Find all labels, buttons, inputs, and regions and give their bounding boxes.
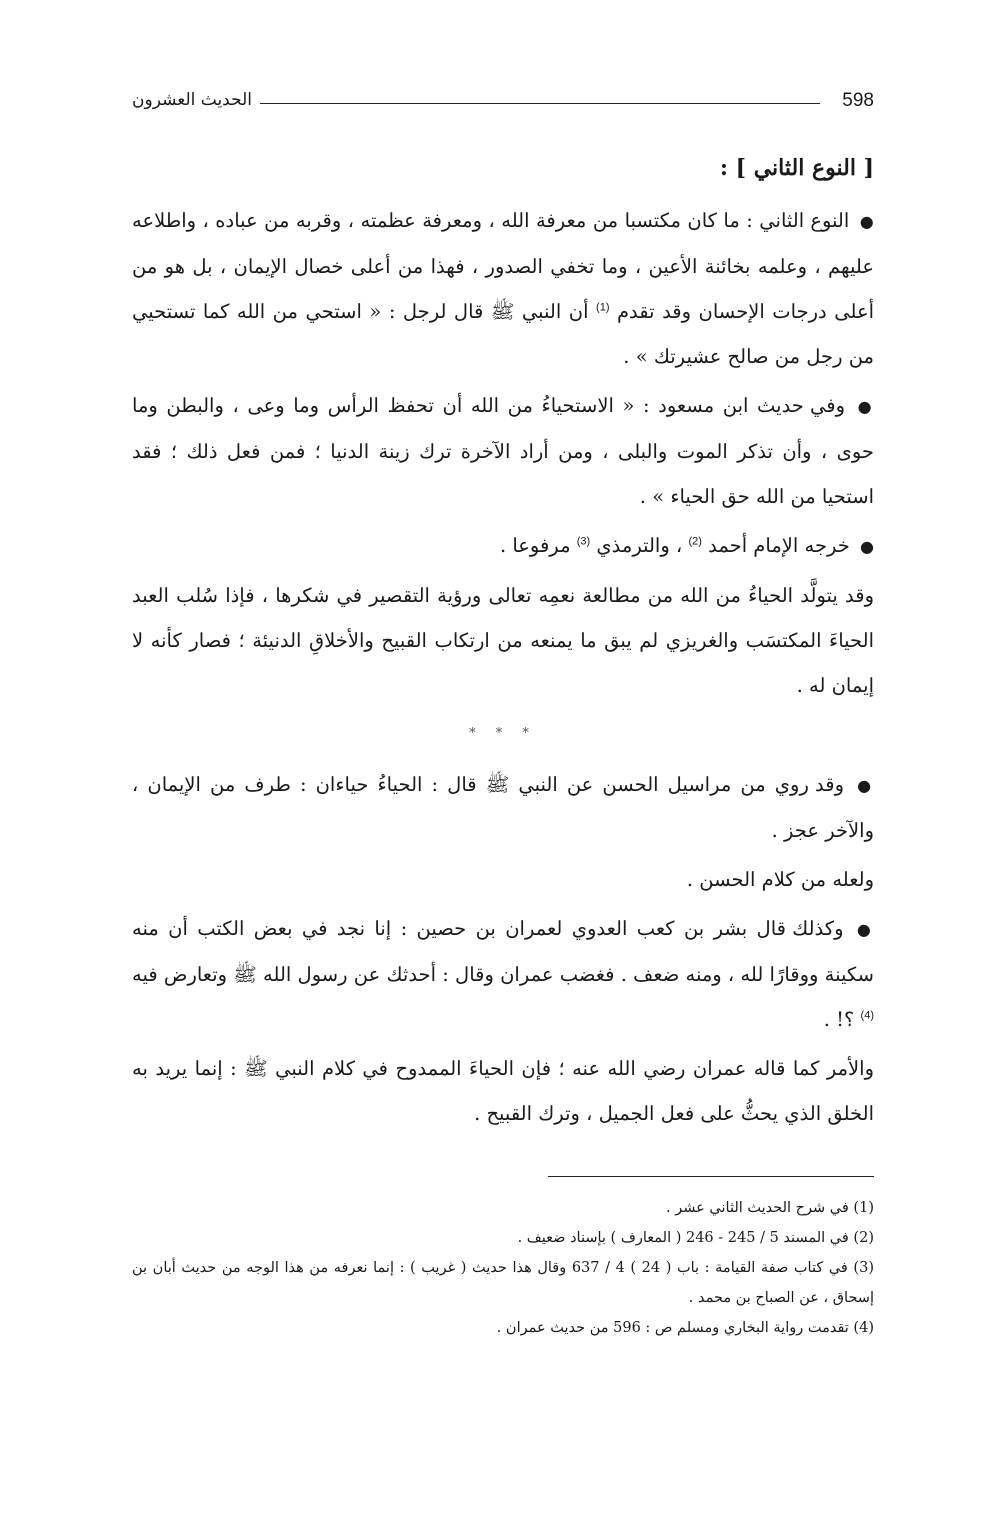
paragraph-3-text-c: مرفوعا . [499,534,571,557]
page-number: 598 [842,90,874,111]
header-rule [260,103,820,104]
footnotes [132,1193,874,1343]
paragraph-5-text: وقد روي من مراسيل الحسن عن النبي ﷺ قال : الحياءُ حياءان : طرف من الإيمان ، والآخر عجز . [132,773,874,842]
footnote-4: (4) تقدمت رواية البخاري ومسلم ص : 596 من حديث عمران . [496,1320,874,1336]
footnote-2: (2) في المسند 5 / 245 - 246 ( المعارف ) بإسناد ضعيف . [517,1230,874,1246]
bullet-icon: ● [859,212,874,231]
footnote-ref-2: (2) [688,535,702,548]
paragraph-7-text-a: وكذلك قال بشر بن كعب العدوي لعمران بن حصين : إنا نجد في بعض الكتب أن منه سكينة ووقارًا لله ، ومنه ضعف . فغضب عمران وقال : أحدثك عن رسول الله ﷺ وتعارض فيه [132,917,874,986]
footnote-divider [548,1176,874,1177]
running-header [132,86,874,116]
running-title: الحديث العشرون [132,90,252,110]
paragraph-4: وقد يتولَّد الحياءُ من الله من مطالعة نعمِه تعالى ورؤية التقصير في شكرها ، فإذا سُلب العبد الحياءَ المكتسَب والغريزي لم يبق ما يمنعه من ارتكاب القبيح والأخلاقِ الدنيئة ؛ فصار كأنه لا إيمان له . [132,584,874,697]
paragraph-1-text-b: أن النبي ﷺ قال لرجل : « استحي من الله كما تستحيي من رجل من صالح عشيرتك » . [132,300,874,368]
paragraph-7-text-b: ؟! . [823,1008,855,1031]
paragraph-1 [132,198,874,379]
book-page [132,86,874,1343]
section-heading: [ النوع الثاني ] : [719,155,874,181]
paragraph-2-text: وفي حديث ابن مسعود : « الاستحياءُ من الله أن تحفظ الرأس وما وعى ، والبطن وما حوى ، وأن تذكر الموت والبلى ، ومن أراد الآخرة ترك زينة الدنيا ؛ فمن فعل ذلك ؛ فقد استحيا من الله حق الحياء » . [132,394,874,508]
footnote-ref-3: (3) [576,535,591,548]
bullet-icon: ● [856,920,875,939]
paragraph-6: ولعله من كلام الحسن . [686,868,874,891]
paragraph-2 [132,383,874,519]
paragraph-5 [132,762,874,853]
paragraph-3-text-a: خرجه الإمام أحمد [708,534,850,557]
paragraph-3-text-b: ، والترمذي [596,534,683,557]
bullet-icon: ● [857,397,875,416]
bullet-icon: ● [857,776,874,795]
paragraph-8: والأمر كما قاله عمران رضي الله عنه ؛ فإن الحياءَ الممدوح في كلام النبي ﷺ : إنما يريد به الخلق الذي يحثُّ على فعل الجميل ، وترك القبيح . [132,1057,874,1125]
bullet-icon: ● [860,537,874,556]
paragraph-3 [132,523,874,569]
footnote-3: (3) في كتاب صفة القيامة : باب ( 24 ) 4 / 637 وقال هذا حديث ( غريب ) : إنما نعرفه من هذا الوجه من حديث أبان بن إسحاق ، عن الصباح بن محمد . [132,1260,874,1306]
footnote-1: (1) في شرح الحديث الثاني عشر . [666,1200,874,1216]
section-separator: * * * [469,726,537,741]
paragraph-7 [132,906,874,1042]
footnote-ref-1: (1) [596,301,610,314]
paragraph-1-text-a: النوع الثاني : ما كان مكتسبا من معرفة الله ، ومعرفة عظمته ، وقربه من عباده ، واطلاعه عليهم ، وعلمه بخائنة الأعين ، وما تخفي الصدور ، فهذا من أعلى خصال الإيمان ، بل هو من أعلى درجات الإحسان وقد تقدم [132,209,874,323]
footnote-ref-4: (4) [860,1009,874,1022]
